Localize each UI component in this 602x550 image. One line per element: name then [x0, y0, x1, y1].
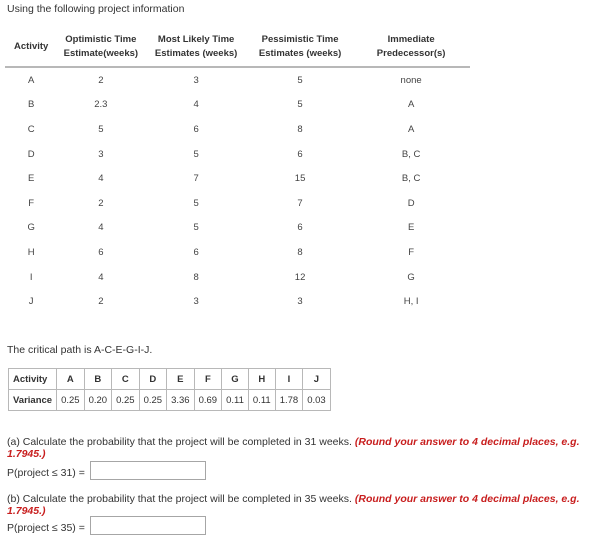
cell-most-likely: 5: [193, 197, 199, 209]
variance-value-cell: 3.36: [167, 390, 195, 411]
variance-table: [8, 368, 331, 411]
cell-activity: I: [29, 271, 33, 283]
table-row: [5, 191, 470, 216]
variance-value-cell: 0.11: [222, 390, 249, 411]
cell-optimistic: 3: [98, 148, 104, 160]
cell-optimistic: 4: [98, 222, 104, 234]
variance-label: Variance: [9, 390, 57, 411]
table-row: [5, 265, 470, 290]
variance-activity-cell: G: [222, 369, 249, 390]
cell-pessimistic: 8: [297, 246, 303, 258]
variance-activity-cell: D: [139, 369, 167, 390]
answer-b-input[interactable]: [90, 516, 206, 535]
cell-activity: F: [28, 197, 35, 209]
question-a-hint: (Round your answer to 4 decimal places, e.g. 1.7945.): [7, 436, 580, 460]
cell-most-likely: 3: [193, 296, 199, 308]
cell-activity: H: [27, 246, 35, 258]
cell-pessimistic: 15: [294, 173, 306, 185]
cell-predecessor: A: [407, 99, 415, 111]
cell-most-likely: 6: [193, 246, 199, 258]
cell-optimistic: 2: [98, 197, 104, 209]
table-row: [5, 93, 470, 118]
table-row: [5, 289, 470, 314]
table-row: [5, 67, 470, 93]
variance-activity-cell: I: [275, 369, 303, 390]
header-label: Immediate Predecessor(s): [376, 34, 446, 59]
cell-optimistic: 4: [98, 271, 104, 283]
cell-predecessor: H, I: [403, 296, 419, 308]
cell-most-likely: 4: [193, 99, 199, 111]
cell-most-likely: 6: [193, 123, 199, 135]
variance-value-cell: 1.78: [275, 390, 303, 411]
table-header-row: [5, 28, 470, 67]
variance-activity-cell: C: [112, 369, 140, 390]
header-most-likely: [144, 28, 248, 67]
cell-predecessor: B, C: [401, 148, 421, 160]
cell-activity: J: [28, 296, 34, 308]
critical-path-text: The critical path is A-C-E-G-I-J.: [7, 344, 153, 356]
cell-most-likely: 5: [193, 222, 199, 234]
cell-pessimistic: 6: [297, 222, 303, 234]
variance-activity-cell: J: [303, 369, 331, 390]
cell-pessimistic: 6: [297, 148, 303, 160]
variance-activity-cell: A: [57, 369, 85, 390]
question-a-text: (a) Calculate the probability that the project will be completed in 31 weeks.: [7, 436, 355, 448]
cell-optimistic: 2: [98, 296, 104, 308]
intro-text: Using the following project information: [7, 3, 185, 15]
cell-most-likely: 3: [193, 74, 199, 86]
variance-value-cell: 0.11: [248, 390, 275, 411]
variance-value-cell: 0.25: [57, 390, 85, 411]
cell-optimistic: 5: [98, 123, 104, 135]
cell-activity: B: [28, 99, 35, 111]
cell-predecessor: E: [407, 222, 415, 234]
table-row: [5, 142, 470, 167]
cell-predecessor: D: [407, 197, 415, 209]
cell-activity: G: [27, 222, 35, 234]
cell-activity: A: [28, 74, 35, 86]
header-activity: [5, 28, 57, 67]
header-predecessors: [352, 28, 470, 67]
variance-value-cell: 0.03: [303, 390, 331, 411]
cell-predecessor: none: [400, 74, 422, 86]
cell-activity: E: [28, 173, 35, 185]
variance-value-cell: 0.20: [84, 390, 112, 411]
question-b: [7, 493, 602, 517]
answer-a-input[interactable]: [90, 461, 206, 480]
cell-optimistic: 4: [98, 173, 104, 185]
header-label: Pessimistic Time Estimates (weeks): [258, 34, 342, 59]
header-pessimistic: [248, 28, 352, 67]
variance-value-row: [9, 390, 331, 411]
cell-most-likely: 5: [193, 148, 199, 160]
variance-value-cell: 0.25: [112, 390, 140, 411]
variance-value-cell: 0.69: [194, 390, 222, 411]
cell-pessimistic: 3: [297, 296, 303, 308]
variance-activity-cell: H: [248, 369, 275, 390]
cell-pessimistic: 5: [297, 99, 303, 111]
header-optimistic: [57, 28, 144, 67]
table-row: [5, 240, 470, 265]
answer-b-label: P(project ≤ 35) =: [7, 522, 85, 534]
cell-pessimistic: 8: [297, 123, 303, 135]
variance-activity-label: Activity: [9, 369, 57, 390]
cell-optimistic: 6: [98, 246, 104, 258]
variance-activity-cell: B: [84, 369, 112, 390]
cell-optimistic: 2.3: [94, 99, 108, 111]
cell-most-likely: 8: [193, 271, 199, 283]
table-body: [5, 67, 470, 314]
project-info-table: [5, 28, 470, 314]
cell-predecessor: F: [408, 246, 415, 258]
question-b-text: (b) Calculate the probability that the project will be completed in 35 weeks.: [7, 493, 355, 505]
table-row: [5, 216, 470, 241]
variance-activity-cell: F: [194, 369, 222, 390]
variance-activity-row: [9, 369, 331, 390]
header-label: Optimistic Time Estimate(weeks): [63, 34, 139, 59]
answer-a-label: P(project ≤ 31) =: [7, 467, 85, 479]
table-row: [5, 166, 470, 191]
header-label: Activity: [14, 41, 49, 52]
cell-predecessor: G: [407, 271, 415, 283]
question-a: [7, 436, 602, 460]
variance-value-cell: 0.25: [139, 390, 167, 411]
question-b-hint: (Round your answer to 4 decimal places, e.g. 1.7945.): [7, 493, 580, 517]
table-row: [5, 117, 470, 142]
cell-activity: C: [27, 123, 35, 135]
cell-activity: D: [27, 148, 35, 160]
cell-optimistic: 2: [98, 74, 104, 86]
cell-pessimistic: 12: [294, 271, 306, 283]
header-label: Most Likely Time Estimates (weeks): [154, 34, 238, 59]
variance-activity-cell: E: [167, 369, 195, 390]
cell-predecessor: B, C: [401, 173, 421, 185]
cell-most-likely: 7: [193, 173, 199, 185]
cell-pessimistic: 5: [297, 74, 303, 86]
cell-pessimistic: 7: [297, 197, 303, 209]
cell-predecessor: A: [407, 123, 415, 135]
